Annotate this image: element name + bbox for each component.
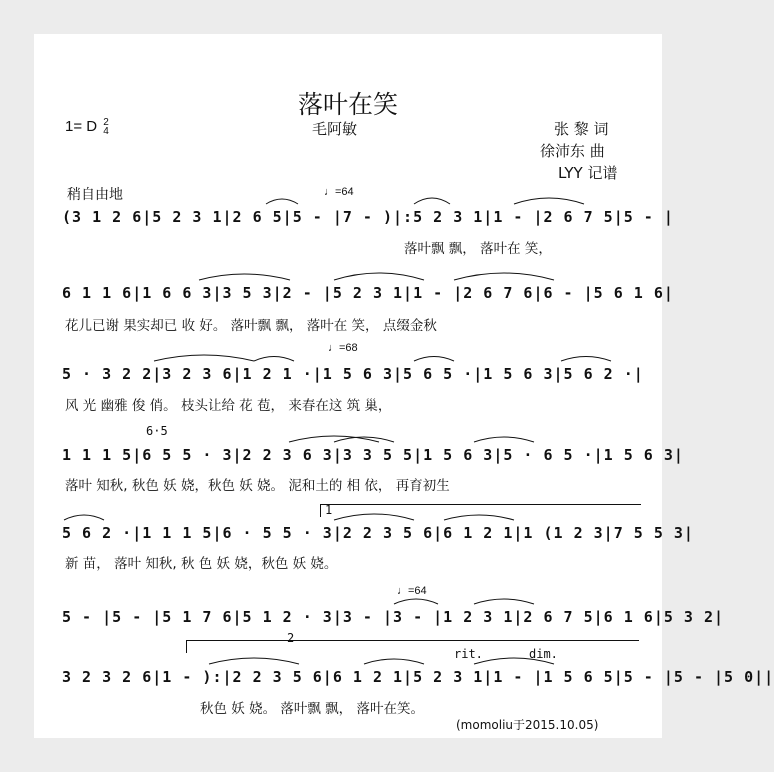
slur xyxy=(64,515,104,520)
slur xyxy=(474,437,534,442)
key-text: 1= D xyxy=(65,118,98,135)
notation-line-5: 5 6 2 ·|1 1 1 5|6 · 5 5 · 3|2 2 3 5 6|6 1 2 1|1 (1 2 3|7 5 5 3| xyxy=(62,524,694,542)
slur xyxy=(154,355,254,361)
quarter-note-icon: ♩ xyxy=(397,585,408,597)
tempo-mark-3-value: =64 xyxy=(408,585,427,597)
slur xyxy=(561,357,611,362)
slur xyxy=(394,599,438,604)
notation-line-7: 3 2 3 2 6|1 - ):|2 2 3 5 6|6 1 2 1|5 2 3 1|1 - |1 5 6 5|5 - |5 - |5 0|| xyxy=(62,668,774,686)
composer-credit: 徐沛东 曲 xyxy=(540,142,605,160)
slur xyxy=(414,198,450,204)
slur xyxy=(444,515,514,520)
lyrics-line-3: 风 光 幽雅 俊 俏。 枝头让给 花 苞， 来春在这 筑 巢， xyxy=(65,398,392,414)
tempo-mark-1-value: =64 xyxy=(335,186,354,198)
slur xyxy=(514,198,584,204)
signature-text: (momoliu于2015.10.05) xyxy=(456,718,599,732)
lyricist-credit: 张 黎 词 xyxy=(554,120,609,138)
notation-line-4: 1 1 1 5|6 5 5 · 3|2 2 3 6 3|3 3 5 5|1 5 6 3|5 · 6 5 ·|1 5 6 3| xyxy=(62,446,684,464)
singer-name: 毛阿敏 xyxy=(312,120,358,138)
slur xyxy=(414,357,454,362)
slur xyxy=(266,199,298,204)
notation-line-6: 5 - |5 - |5 1 7 6|5 1 2 · 3|3 - |3 - |1 2 3 1|2 6 7 5|6 1 6|5 3 2| xyxy=(62,608,725,626)
lyrics-line-5: 新 苗， 落叶 知秋, 秋 色 妖 娆，秋色 妖 娆。 xyxy=(65,556,338,572)
ritardando-mark: rit. xyxy=(454,647,483,661)
lyrics-line-1: 落叶飘 飘， 落叶在 笑， xyxy=(404,241,552,257)
slur xyxy=(209,658,299,664)
score-page xyxy=(34,34,774,738)
diminuendo-mark: dim. xyxy=(529,647,558,661)
slur xyxy=(334,273,424,280)
slur xyxy=(199,274,290,280)
notation-line-1: (3 1 2 6|5 2 3 1|2 6 5|5 - |7 - )|:5 2 3 1|1 - |2 6 7 5|5 - | xyxy=(62,208,674,226)
volta-2-label: 2 xyxy=(287,631,295,645)
time-denominator: 4 xyxy=(103,126,109,138)
quarter-note-icon: ♩ xyxy=(324,186,335,198)
tempo-text: 稍自由地 xyxy=(67,187,123,203)
song-title: 落叶在笑 xyxy=(297,90,398,119)
slur xyxy=(474,599,534,604)
slur xyxy=(474,658,554,664)
slur xyxy=(364,659,424,664)
volta-1-label: 1 xyxy=(325,503,333,517)
quarter-note-icon: ♩ xyxy=(328,342,339,354)
notation-line-3: 5 · 3 2 2|3 2 3 6|1 2 1 ·|1 5 6 3|5 6 5 ·|1 5 6 3|5 6 2 ·| xyxy=(62,365,644,383)
slur xyxy=(254,357,294,362)
notation-line-2: 6 1 1 6|1 6 6 3|3 5 3|2 - |5 2 3 1|1 - |2 6 7 6|6 - |5 6 1 6| xyxy=(62,284,674,302)
slur xyxy=(334,437,394,442)
slur-arcs xyxy=(34,34,662,738)
transcriber-credit: LYY 记谱 xyxy=(558,164,618,182)
lyrics-line-7: 秋色 妖 娆。 落叶飘 飘， 落叶在笑。 xyxy=(200,701,424,717)
lyrics-line-4: 落叶 知秋, 秋色 妖 娆，秋色 妖 娆。 泥和土的 相 依， 再育初生 xyxy=(65,478,450,494)
time-numerator: 2 xyxy=(103,117,109,129)
slur xyxy=(454,273,554,280)
ornament-6-5: 6·5 xyxy=(146,424,168,438)
lyrics-line-2: 花儿已谢 果实却已 收 好。 落叶飘 飘， 落叶在 笑， 点缀金秋 xyxy=(65,318,437,334)
tempo-mark-2-value: =68 xyxy=(339,342,358,354)
slur xyxy=(334,514,414,520)
